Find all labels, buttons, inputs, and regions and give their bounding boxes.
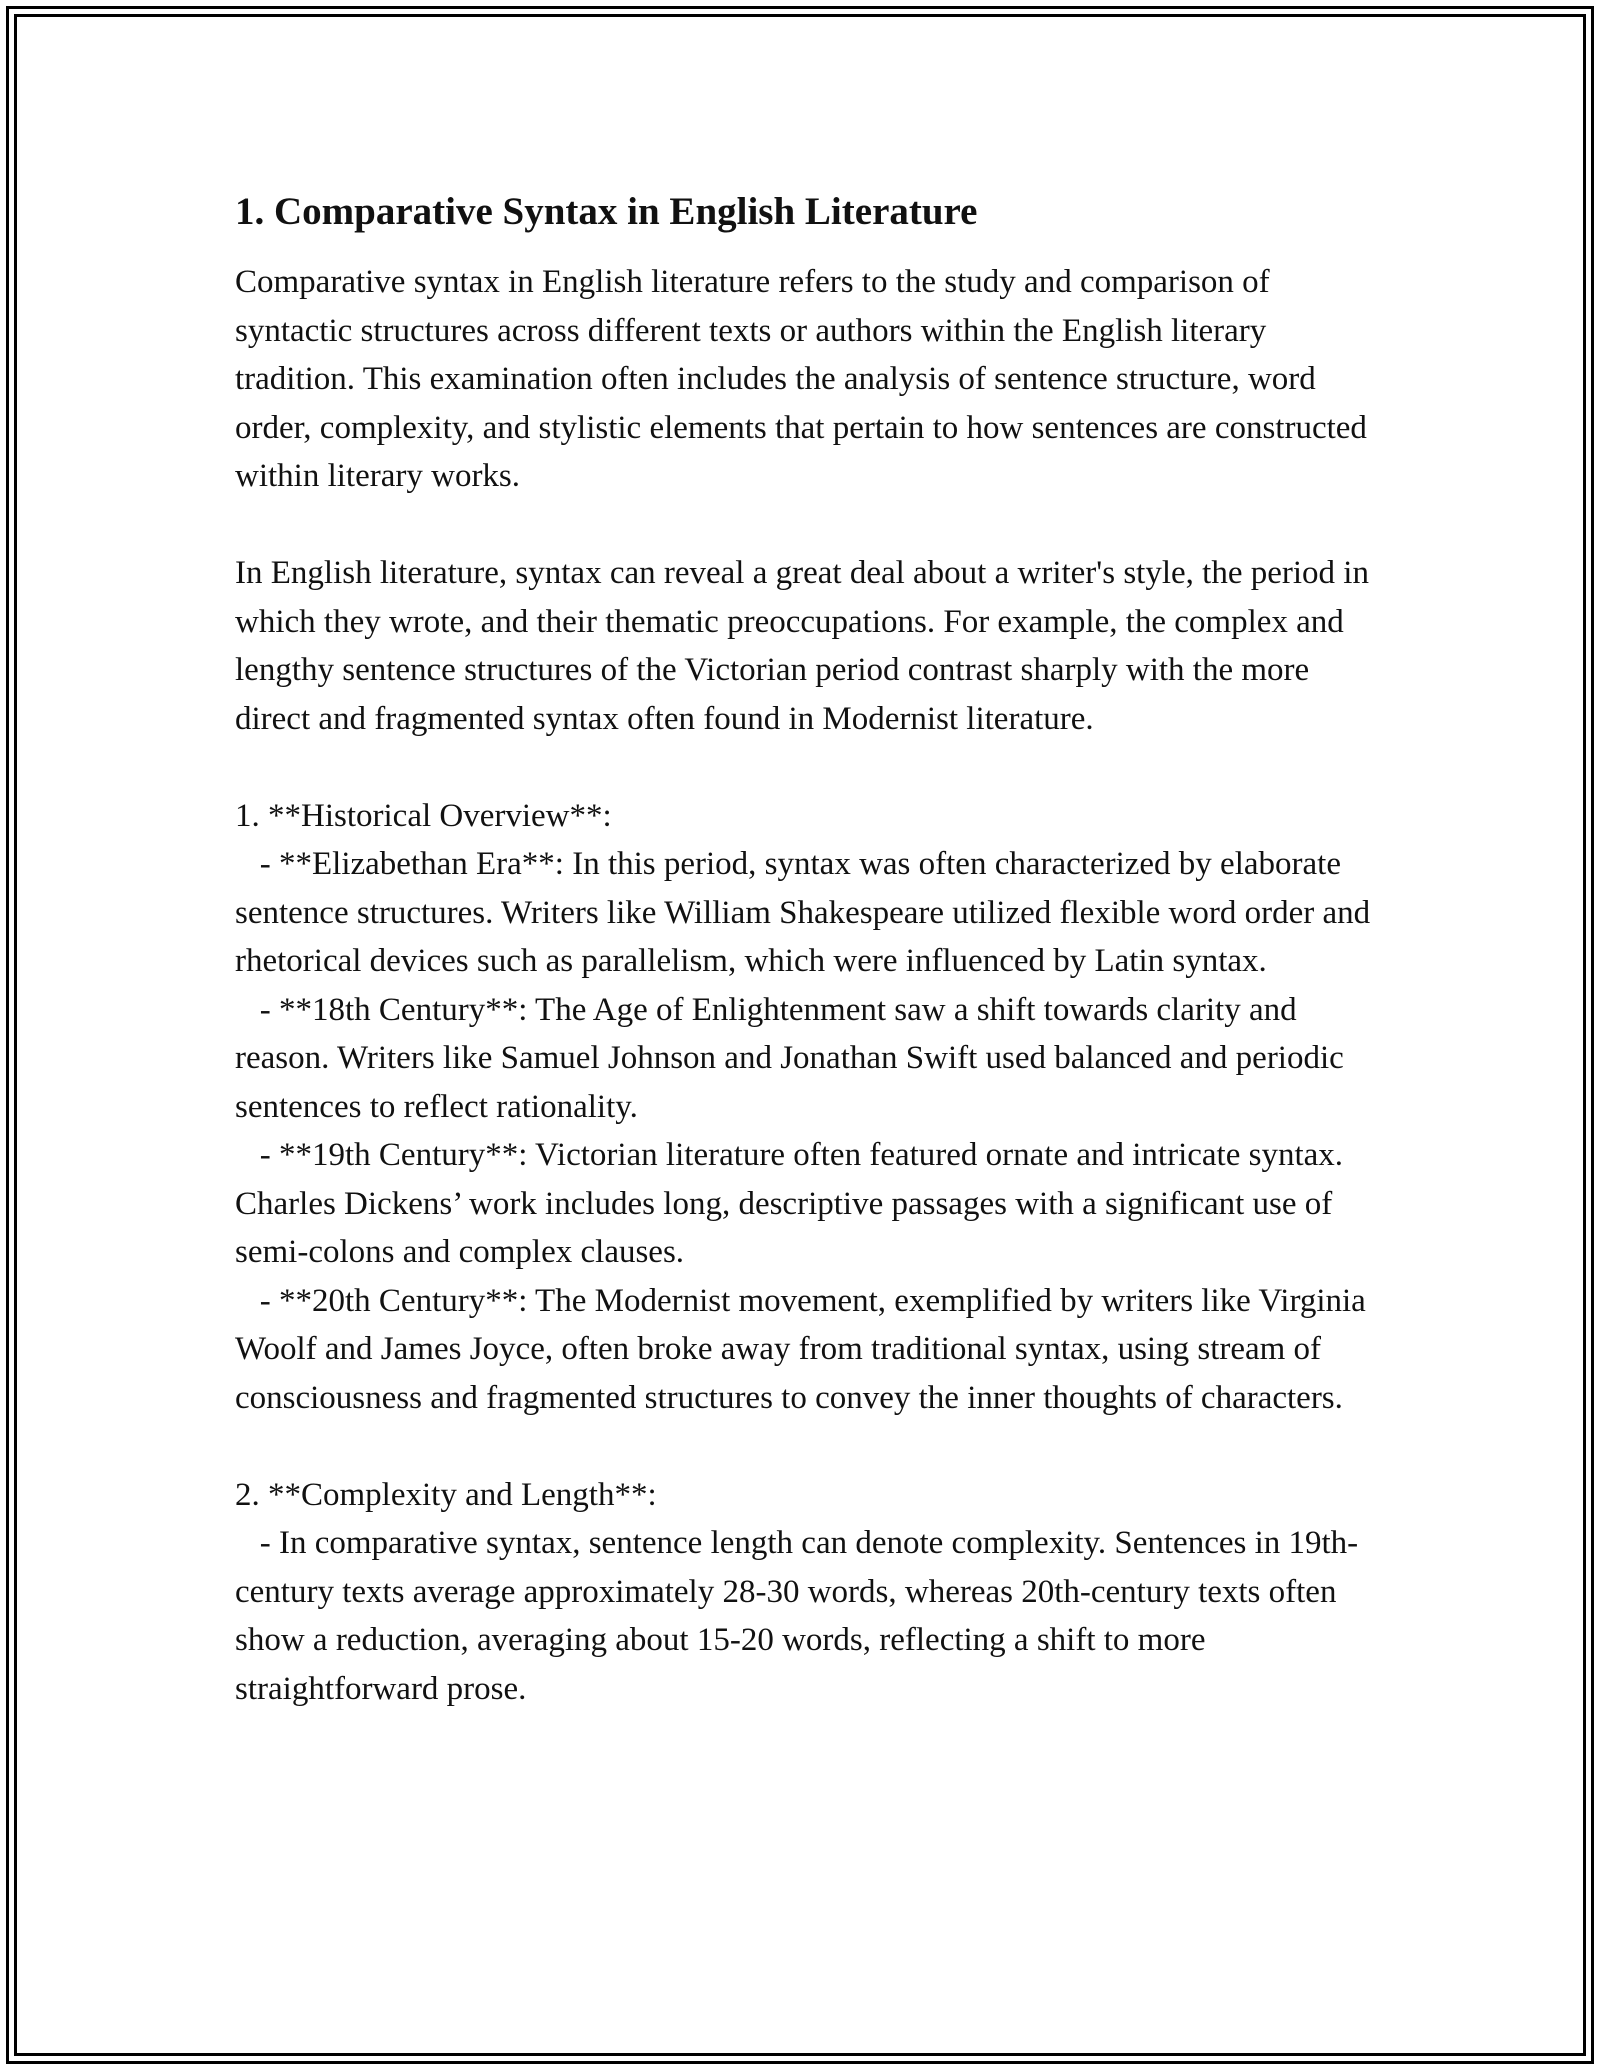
complexity-length-section: 2. **Complexity and Length**: - In comparative syntax, sentence length can denote complexity. Sentences in 19th-century texts average approximately 28-30 words, whereas 20th-century texts often show a reduction, averaging about 15-20 words, reflecting a shift to more straightforward prose. [235,1476,1359,1707]
style-paragraph: In English literature, syntax can reveal a great deal about a writer's style, the period in which they wrote, and their thematic preoccupations. For example, the complex and lengthy sentence structures of the Victorian period contrast sharply with the more direct and fragmented syntax often found in Modernist literature. [235,555,1378,737]
paragraph-gap [235,501,1375,550]
intro-paragraph: Comparative syntax in English literature refers to the study and comparison of syntactic structures across different texts or authors within the English literary tradition. This examination often includes the analysis of sentence structure, word order, complexity, and stylistic elements that pertain to how sentences are constructed within literary works. [235,264,1376,494]
historical-overview-section: 1. **Historical Overview**: - **Elizabethan Era**: In this period, syntax was often characterized by elaborate sentence structures. Writers like William Shakespeare utilized flexible word order and rhetorical devices such as parallelism, which were influenced by Latin syntax. - **18th Century**: The Age of Enlightenment saw a shift towards clarity and reason. Writers like Samuel Johnson and Jonathan Swift used balanced and periodic sentences to reflect rationality. - **19th Century**: Victorian literature often featured ornate and intricate syntax. Charles Dickens’ work includes long, descriptive passages with a significant use of semi-colons and complex clauses. - **20th Century**: The Modernist movement, exemplified by writers like Virginia Woolf and James Joyce, often broke away from traditional syntax, using stream of consciousness and fragmented structures to convey the inner thoughts of characters. [235,797,1371,1416]
document-body [235,186,1378,1713]
paragraph-gap [235,743,1375,792]
document-title: 1. Comparative Syntax in English Literature [235,190,978,233]
paragraph-gap [235,1422,1375,1471]
